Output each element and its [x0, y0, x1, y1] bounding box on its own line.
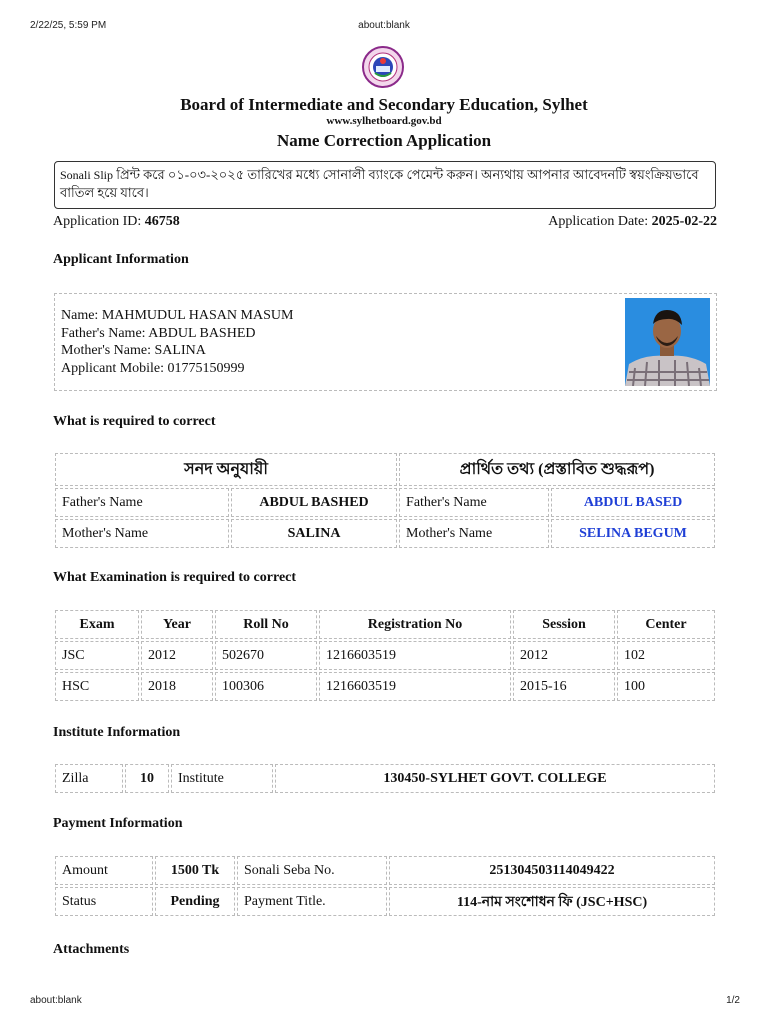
board-name: Board of Intermediate and Secondary Education, Sylhet: [180, 95, 588, 114]
applicant-mother: Mother's Name: SALINA: [61, 343, 206, 358]
correction-proposed-value: ABDUL BASED: [551, 488, 715, 517]
zilla-value: 10: [125, 764, 169, 793]
correction-header-row: [55, 453, 715, 486]
status-value: Pending: [155, 887, 235, 916]
exam-cell: 502670: [215, 641, 317, 670]
exam-header-row: [55, 610, 715, 639]
exam-cell: 2012: [141, 641, 213, 670]
payment-section-title: Payment Information: [53, 816, 183, 831]
exam-section-title: What Examination is required to correct: [53, 570, 297, 585]
institute-value: 130450-SYLHET GOVT. COLLEGE: [275, 764, 715, 793]
exam-header: Exam: [55, 610, 139, 639]
correction-col-proposed: প্রার্থিত তথ্য (প্রস্তাবিত শুদ্ধরূপ): [399, 453, 715, 486]
seba-value: 251304503114049422: [389, 856, 715, 885]
table-row: [55, 519, 715, 548]
payment-table: [53, 854, 717, 918]
exam-cell: HSC: [55, 672, 139, 701]
table-row: [55, 856, 715, 885]
exam-header: Year: [141, 610, 213, 639]
exam-cell: 2018: [141, 672, 213, 701]
table-row: [55, 764, 715, 793]
zilla-label: Zilla: [55, 764, 123, 793]
payment-title-label: Payment Title.: [237, 887, 387, 916]
exam-cell: 100306: [215, 672, 317, 701]
applicant-name: Name: MAHMUDUL HASAN MASUM: [61, 308, 294, 323]
document-title: Name Correction Application: [276, 131, 492, 150]
exam-header: Session: [513, 610, 615, 639]
institute-section-title: Institute Information: [53, 725, 181, 740]
exam-header: Roll No: [215, 610, 317, 639]
correction-section-title: What is required to correct: [53, 414, 216, 429]
exam-table: [53, 608, 717, 703]
board-website: www.sylhetboard.gov.bd: [326, 115, 442, 127]
board-logo-icon: [362, 46, 404, 88]
correction-proposed-value: SELINA BEGUM: [551, 519, 715, 548]
exam-cell: JSC: [55, 641, 139, 670]
seba-label: Sonali Seba No.: [237, 856, 387, 885]
application-date-value: 2025-02-22: [651, 214, 717, 229]
correction-label: Mother's Name: [399, 519, 549, 548]
application-id-value: 46758: [144, 214, 180, 229]
application-date-label: Application Date:: [548, 214, 649, 229]
table-row: [55, 887, 715, 916]
application-id: [53, 214, 180, 230]
table-row: [55, 488, 715, 517]
exam-cell: 2015-16: [513, 672, 615, 701]
exam-cell: 100: [617, 672, 715, 701]
application-date: [548, 214, 717, 230]
amount-label: Amount: [55, 856, 153, 885]
correction-col-certificate: সনদ অনুযায়ী: [55, 453, 397, 486]
exam-header: Center: [617, 610, 715, 639]
notice-slip-label: Sonali Slip: [60, 168, 114, 182]
institute-table: [53, 762, 717, 795]
correction-label: Mother's Name: [55, 519, 229, 548]
print-footer-url: about:blank: [30, 995, 82, 1006]
correction-current-value: SALINA: [231, 519, 397, 548]
amount-value: 1500 Tk: [155, 856, 235, 885]
exam-cell: 1216603519: [319, 672, 511, 701]
payment-title-value: 114-নাম সংশোধন ফি (JSC+HSC): [389, 887, 715, 916]
correction-table: [53, 451, 717, 550]
exam-cell: 2012: [513, 641, 615, 670]
correction-label: Father's Name: [55, 488, 229, 517]
print-url: about:blank: [358, 20, 410, 31]
correction-label: Father's Name: [399, 488, 549, 517]
applicant-section-title: Applicant Information: [53, 252, 189, 267]
exam-cell: 102: [617, 641, 715, 670]
print-page-number: 1/2: [726, 995, 740, 1006]
applicant-photo: [625, 298, 710, 386]
attachments-section-title: Attachments: [53, 942, 130, 957]
correction-current-value: ABDUL BASHED: [231, 488, 397, 517]
applicant-mobile: Applicant Mobile: 01775150999: [61, 360, 245, 376]
table-row: [55, 641, 715, 670]
table-row: [55, 672, 715, 701]
notice-text: প্রিন্ট করে ০১-০৩-২০২৫ তারিখের মধ্যে সোনালী ব্যাংকে পেমেন্ট করুন। অন্যথায় আপনার আবেদনটি স্বয়ংক্রিয়ভাবে বাতিল হয়ে যাবে।: [60, 167, 699, 200]
exam-cell: 1216603519: [319, 641, 511, 670]
applicant-father: Father's Name: ABDUL BASHED: [61, 325, 256, 341]
status-label: Status: [55, 887, 153, 916]
application-id-label: Application ID:: [53, 214, 142, 229]
applicant-details: [61, 307, 293, 377]
institute-label: Institute: [171, 764, 273, 793]
print-datetime: 2/22/25, 5:59 PM: [30, 20, 107, 31]
exam-header: Registration No: [319, 610, 511, 639]
payment-notice: [54, 161, 716, 209]
